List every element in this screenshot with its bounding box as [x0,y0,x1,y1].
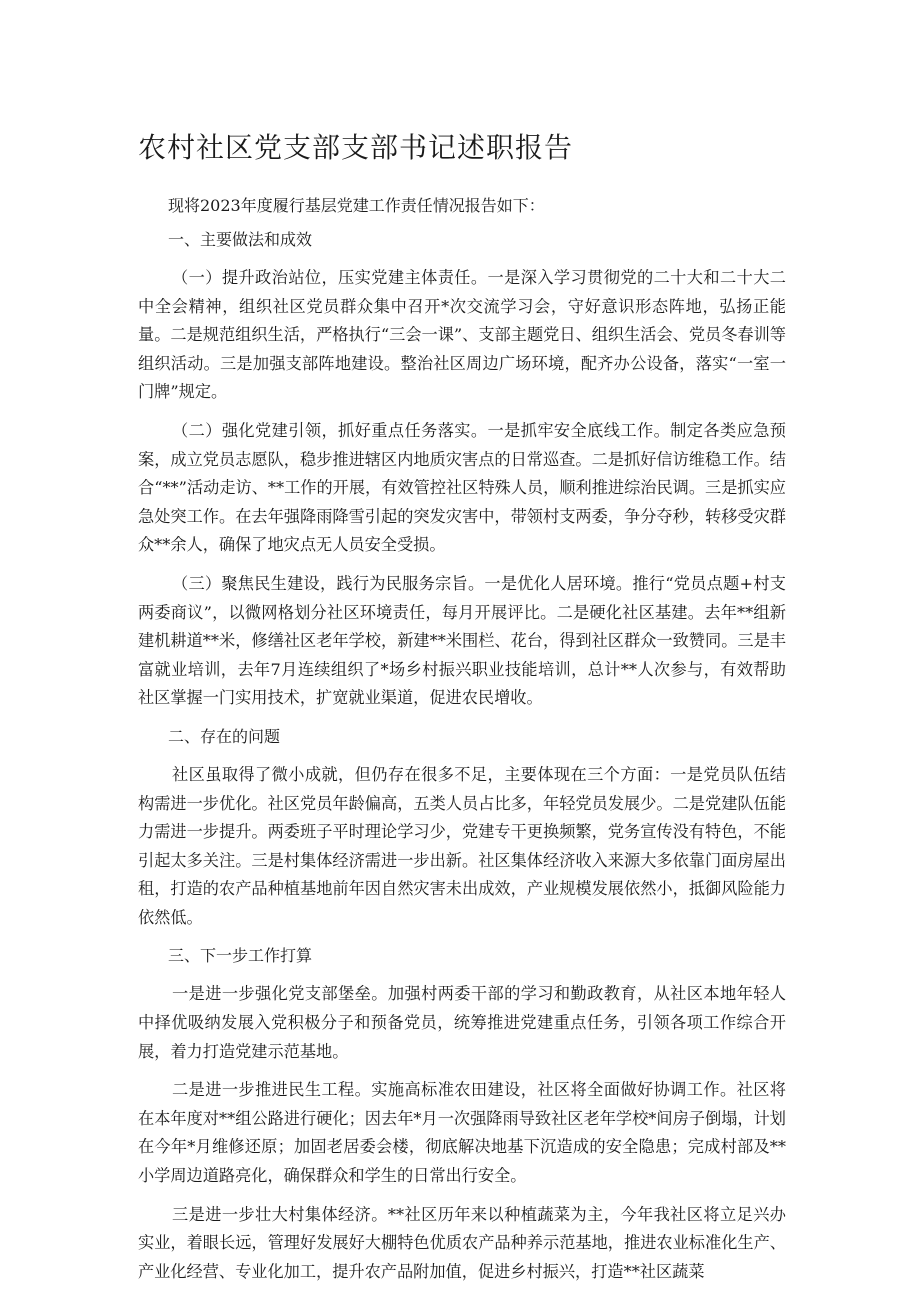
paragraph: （三）聚焦民生建设，践行为民服务宗旨。一是优化人居环境。推行“党员点题+村支两委商议”，以微网格划分社区环境责任，每月开展评比。二是硬化社区基建。去年**组新建机耕道**米，修缮社区老年学校，新建**米围栏、花台，得到社区群众一致赞同。三是丰富就业培训，去年7月连续组织了*场乡村振兴职业技能培训，总计**人次参与，有效帮助社区掌握一门实用技术，扩宽就业渠道，促进农民增收。 [138,573,786,708]
paragraph: 二是进一步推进民生工程。实施高标准农田建设，社区将全面做好协调工作。社区将在本年度对**组公路进行硬化；因去年*月一次强降雨导致社区老年学校*间房子倒塌，计划在今年*月维修还原；加固老居委会楼，彻底解决地基下沉造成的安全隐患；完成村部及**小学周边道路亮化，确保群众和学生的日常出行安全。 [138,1080,786,1186]
paragraph: 社区虽取得了微小成就，但仍存在很多不足，主要体现在三个方面：一是党员队伍结构需进一步优化。社区党员年龄偏高，五类人员占比多，年轻党员发展少。二是党建队伍能力需进一步提升。两委班子平时理论学习少，党建专干更换频繁，党务宣传没有特色，不能引起太多关注。三是村集体经济需进一步出新。社区集体经济收入来源大多依靠门面房屋出租，打造的农产品种植基地前年因自然灾害未出成效，产业规模发展依然小，抵御风险能力依然低。 [138,764,786,927]
document-title: 农村社区党支部支部书记述职报告 [138,131,574,164]
document-page [138,128,786,1296]
section-heading-2: 二、存在的问题 [168,726,281,746]
section-heading-1: 一、主要做法和成效 [168,230,313,249]
paragraph: 一是进一步强化党支部堡垒。加强村两委干部的学习和勤政教育，从社区本地年轻人中择优吸纳发展入党积极分子和预备党员，统筹推进党建重点任务，引领各项工作综合开展，着力打造党建示范基地。 [138,984,786,1061]
paragraph: 三是进一步壮大村集体经济。**社区历年来以种植蔬菜为主，今年我社区将立足兴办实业，着眼长远，管理好发展好大棚特色优质农产品种养示范基地，推进农业标准化生产、产业化经营、专业化加工，提升农产品附加值，促进乡村振兴，打造**社区蔬菜 [138,1204,786,1281]
paragraph: （一）提升政治站位，压实党建主体责任。一是深入学习贯彻党的二十大和二十大二中全会精神，组织社区党员群众集中召开*次交流学习会，守好意识形态阵地，弘扬正能量。二是规范组织生活，严格执行“三会一课”、支部主题党日、组织生活会、党员冬春训等组织活动。三是加强支部阵地建设。整治社区周边广场环境，配齐办公设备，落实“一室一门牌”规定。 [138,268,786,402]
intro-paragraph: 现将2023年度履行基层党建工作责任情况报告如下： [168,196,545,215]
section-heading-3: 三、下一步工作打算 [168,946,313,966]
paragraph: （二）强化党建引领，抓好重点任务落实。一是抓牢安全底线工作。制定各类应急预案，成立党员志愿队，稳步推进辖区内地质灾害点的日常巡查。二是抓好信访维稳工作。结合“**”活动走访、**工作的开展，有效管控社区特殊人员，顺利推进综治民调。三是抓实应急处突工作。在去年强降雨降雪引起的突发灾害中，带领村支两委，争分夺秒，转移受灾群众**余人，确保了地灾点无人员安全受损。 [138,420,786,555]
